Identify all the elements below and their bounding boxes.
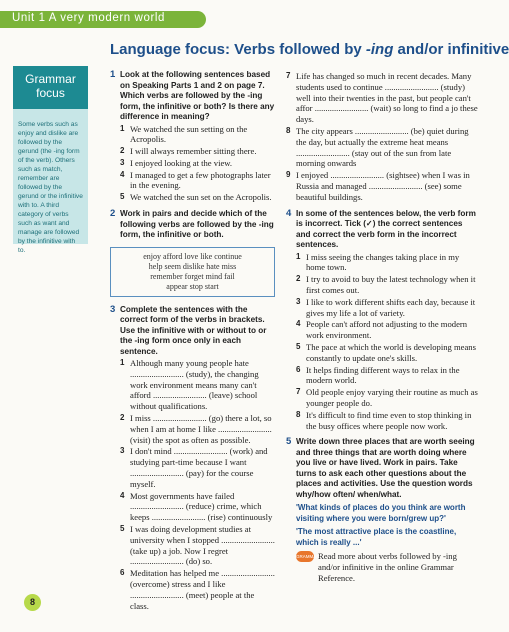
- right-column: [286, 70, 478, 590]
- grammar-focus-heading: Grammar focus: [13, 66, 88, 109]
- word-box-line: appear stop start: [166, 281, 219, 291]
- list-item: 9 I enjoyed ......................... (sightsee) when I was in Russia and managed ......................... (see) some beautiful buildings.: [286, 170, 470, 202]
- exercise-1: [110, 70, 275, 203]
- list-item: 5 The pace at which the world is developing means constantly to update one's skills.: [296, 341, 476, 363]
- list-item: 7 Old people enjoy varying their routine as much as younger people do.: [296, 387, 478, 408]
- left-column: [110, 70, 275, 617]
- list-item: 4 People can't afford not adjusting to the modern work environment.: [296, 319, 468, 341]
- list-item: 3 I enjoyed looking at the view.: [120, 157, 233, 168]
- page-title: [110, 41, 509, 58]
- page-number: 8: [24, 594, 41, 611]
- word-box: [110, 247, 275, 297]
- exercise-number: 2: [110, 208, 116, 220]
- grammar-reference-icon: GRAMMAR: [296, 551, 314, 562]
- exercise-3-continued: [286, 71, 478, 203]
- page-title-rest: and/or infinitive: [393, 41, 509, 58]
- exercise-4: [286, 209, 478, 432]
- exercise-instruction: Write down three places that are worth seeing and three things that are worth doing where you live or have lived. Work in pairs. Take turns to ask each other questions about the places and activities. Use the question words why/how often/ when/what.: [296, 437, 475, 499]
- list-item: 7 Life has changed so much in recent decades. Many students used to continue ......................... (study) well into their twenties in the past, but people can't affor ......................... (wait) so long to find a jo these days.: [286, 71, 478, 125]
- exercise-instruction: In some of the sentences below, the verb form is incorrect. Tick (✓) the correct sentences and correct the verb form in the incorrect sentences.: [296, 208, 476, 250]
- page-title-main: Language focus: Verbs followed by: [110, 41, 366, 58]
- grammar-reference-text: Read more about verbs followed by -ing and/or infinitive in the online Grammar Reference.: [318, 551, 457, 583]
- page-title-ing: -ing: [365, 41, 394, 58]
- list-item: 5 I was doing development studies at university when I stopped ......................... (take up) a job. Now I regret ......................... (do) so.: [120, 524, 275, 567]
- word-box-line: enjoy afford love like continue: [143, 251, 242, 261]
- exercise-number: 1: [110, 69, 116, 80]
- exercise-number: 3: [110, 303, 116, 315]
- exercise-number: 4: [286, 207, 292, 219]
- word-box-line: help seem dislike hate miss: [148, 261, 237, 271]
- grammar-focus-sidebar: [13, 66, 88, 254]
- exercise-2: [110, 209, 275, 241]
- list-item: 3 I like to work different shifts each day, because it gives my life a lot of variety.: [296, 296, 476, 318]
- unit-banner-label: Unit 1 A very modern world: [12, 12, 166, 24]
- exercise-number: 5: [286, 436, 292, 448]
- exercise-instruction: Look at the following sentences based on Speaking Parts 1 and 2 on page 7. Which verbs are followed by the -ing form, the infinitive or both? Is there any difference in meaning?: [120, 70, 275, 121]
- list-item: 4 I managed to get a few photographs later in the evening.: [120, 169, 271, 191]
- list-item: 2 I will always remember sitting there.: [120, 146, 257, 157]
- list-item: 4 Most governments have failed ......................... (reduce) crime, which keeps ......................... (rise) continuously: [120, 490, 273, 523]
- list-item: 1 We watched the sun setting on the Acropolis.: [120, 123, 248, 145]
- list-item: 8 It's difficult to find time even to stop thinking in the busy offices where people now work.: [296, 409, 472, 431]
- exercise-5: [286, 437, 478, 583]
- list-item: 2 I miss ......................... (go) there a lot, so when I am at home I like ......................... (visit) the spot as often as possible.: [120, 413, 272, 445]
- list-item: 3 I don't mind ......................... (work) and studying part-time because I want ......................... (pay) for the course myself.: [120, 446, 268, 489]
- list-item: 1 I miss seeing the changes taking place in my home town.: [296, 251, 460, 273]
- list-item: 5 We watched the sun set on the Acropolis.: [120, 192, 272, 203]
- list-item: 8 The city appears ......................... (be) quiet during the day, but actually the extreme heat means ......................... (stay out of the sun from late morning onwards: [286, 125, 469, 169]
- speech-example: 'The most attractive place is the coastline, which is really ...': [296, 527, 457, 547]
- list-item: 2 I try to avoid to buy the latest technology when it first comes out.: [296, 274, 476, 295]
- unit-banner: [0, 11, 206, 28]
- exercise-3: [110, 305, 275, 612]
- exercise-instruction: Work in pairs and decide which of the following verbs are followed by the -ing form, the infinitive or both.: [120, 209, 274, 240]
- list-item: 6 Meditation has helped me ......................... (overcome) stress and I like ......................... (meet) people at the class.: [120, 568, 275, 611]
- grammar-focus-text: Some verbs such as enjoy and dislike are followed by the gerund (the -ing form of the verb). Others such as match, remember are followed by the gerund or the infinitive with to. A third category of verbs such as want and manage are followed by the infinitive with to.: [18, 121, 83, 254]
- grammar-reference-note: [296, 551, 478, 583]
- exercise-instruction: Complete the sentences with the correct form of the verbs in brackets. Use the infinitive with or without to or the -ing form once only in each sentence.: [120, 304, 267, 356]
- list-item: 6 It helps finding different ways to relax in the modern world.: [296, 364, 460, 386]
- word-box-line: remember forget mind fail: [150, 271, 235, 281]
- speech-example: 'What kinds of places do you think are worth visiting where you were born/grew up?': [296, 503, 466, 523]
- list-item: 1 Although many young people hate ......................... (study), the changing work environment means many can't afford ......................... (leave) school without qualifications.: [120, 358, 259, 412]
